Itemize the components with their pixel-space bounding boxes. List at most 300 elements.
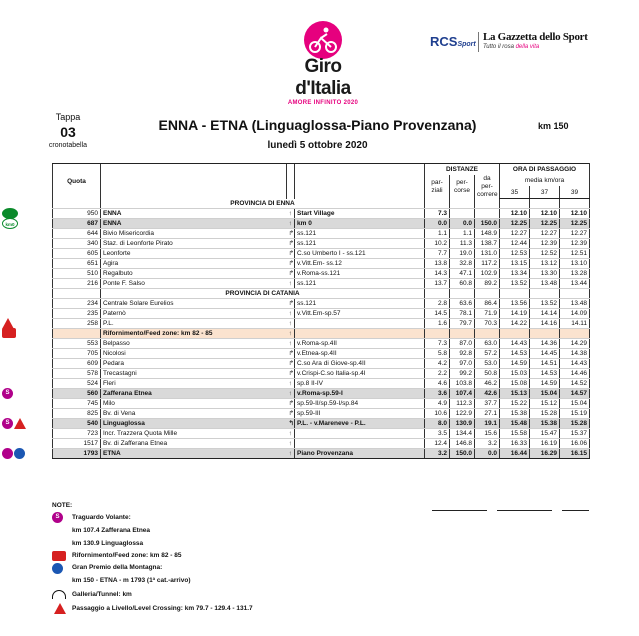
cell-street: v.Roma-ss.121 (295, 269, 425, 279)
cell-parziali: 14.3 (425, 269, 450, 279)
cell-time-35: 14.22 (500, 319, 530, 329)
cell-time-37: 12.27 (530, 229, 560, 239)
cell-time-39: 14.57 (560, 389, 590, 399)
cell-parziali: 13.7 (425, 279, 450, 289)
cell-time-37: 14.45 (530, 349, 560, 359)
giro-subtitle: AMORE INFINITO 2020 (287, 100, 359, 106)
cell-quota: 687 (53, 219, 101, 229)
cell-da-percorrere: 53.0 (475, 359, 500, 369)
cell-time-35: 13.15 (500, 259, 530, 269)
cell-parziali: 7.3 (425, 209, 450, 219)
cell-percorse: 97.0 (450, 359, 475, 369)
cell-time-35: 12.44 (500, 239, 530, 249)
cell-time-35: 14.19 (500, 309, 530, 319)
cell-time-35: 13.34 (500, 269, 530, 279)
cell-street: ss.121 (295, 239, 425, 249)
mountain-icon (14, 448, 25, 459)
cell-time-35: 14.53 (500, 349, 530, 359)
cell-location: ENNA (101, 219, 287, 229)
table-row (53, 249, 590, 259)
table-row (53, 239, 590, 249)
sprint-icon: S (52, 512, 63, 523)
signature-line (562, 510, 589, 511)
cell-time-39: 12.27 (560, 229, 590, 239)
cell-percorse: 0.0 (450, 219, 475, 229)
note-traguardo-label: Traguardo Volante: (72, 514, 131, 521)
cell-street: v.Vitt.Em- ss.12 (295, 259, 425, 269)
table-row (53, 349, 590, 359)
note-traguardo-2: km 130.9 Linguaglossa (72, 540, 144, 547)
direction-arrow-icon: ↑ (287, 319, 295, 329)
cell-quota: 553 (53, 339, 101, 349)
notes-title: NOTE: (52, 502, 73, 509)
cell-parziali: 8.0 (425, 419, 450, 429)
table-row (53, 229, 590, 239)
province-name: PROVINCIA DI ENNA (101, 199, 425, 209)
direction-arrow-icon: ↱ (288, 240, 294, 247)
cell-time-37: 12.10 (530, 209, 560, 219)
note-traguardo-1: km 107.4 Zafferana Etnea (72, 527, 151, 534)
cell-time-39: 14.38 (560, 349, 590, 359)
cell-time-35: 13.56 (500, 299, 530, 309)
cell-parziali: 4.2 (425, 359, 450, 369)
signature-line (432, 510, 487, 511)
cell-street: C.so Umberto I - ss.121 (295, 249, 425, 259)
cronotabella-table (52, 163, 590, 459)
direction-arrow-icon: ↱ (288, 300, 294, 307)
cell-quota: 234 (53, 299, 101, 309)
cell-time-39: 14.09 (560, 309, 590, 319)
col-ora: ORA DI PASSAGGIO (500, 164, 590, 175)
cell-time-35: 14.59 (500, 359, 530, 369)
cell-parziali: 1.6 (425, 319, 450, 329)
tunnel-icon (52, 590, 66, 599)
table-row (53, 449, 590, 459)
rcs-gazzetta-logo (430, 30, 588, 56)
cell-street: sp.8 II-IV (295, 379, 425, 389)
cell-time-37: 13.12 (530, 259, 560, 269)
cell-time-37: 13.30 (530, 269, 560, 279)
cell-da-percorrere: 3.2 (475, 439, 500, 449)
cell-percorse: 99.2 (450, 369, 475, 379)
cell-da-percorrere: 70.3 (475, 319, 500, 329)
cell-street (295, 319, 425, 329)
cell-street: C.so Ara di Giove-sp.4II (295, 359, 425, 369)
cell-da-percorrere: 15.6 (475, 429, 500, 439)
cell-street: sp.59-III (295, 409, 425, 419)
cell-street: P.L. - v.Mareneve - P.L. (295, 419, 425, 429)
cell-time-37: 16.29 (530, 449, 560, 459)
cell-time-39: 14.52 (560, 379, 590, 389)
cell-quota: 723 (53, 429, 101, 439)
cell-quota: 1793 (53, 449, 101, 459)
cell-location: Regalbuto (101, 269, 287, 279)
cell-parziali (425, 329, 450, 339)
table-row (53, 259, 590, 269)
cell-da-percorrere: 148.9 (475, 229, 500, 239)
cell-location: P.L. (101, 319, 287, 329)
cell-street (295, 439, 425, 449)
cell-location: Milo (101, 399, 287, 409)
cell-da-percorrere: 50.8 (475, 369, 500, 379)
direction-arrow-icon: ↱ (288, 370, 294, 377)
direction-arrow-icon: ↑ (287, 429, 295, 439)
cell-quota: 950 (53, 209, 101, 219)
cell-street: Start Village (295, 209, 425, 219)
cell-quota: 609 (53, 359, 101, 369)
cell-time-37: 13.48 (530, 279, 560, 289)
cell-parziali: 10.2 (425, 239, 450, 249)
cell-quota: 258 (53, 319, 101, 329)
direction-arrow-icon: ↑ (287, 439, 295, 449)
cell-parziali: 3.2 (425, 449, 450, 459)
province-section-row (53, 289, 590, 299)
cell-location: Paternò (101, 309, 287, 319)
province-name: PROVINCIA DI CATANIA (101, 289, 425, 299)
cell-quota: 524 (53, 379, 101, 389)
cell-percorse: 130.9 (450, 419, 475, 429)
cell-da-percorrere: 89.2 (475, 279, 500, 289)
cell-parziali: 0.0 (425, 219, 450, 229)
cell-percorse (450, 329, 475, 339)
table-row (53, 379, 590, 389)
cell-da-percorrere: 150.0 (475, 219, 500, 229)
cell-time-37: 15.12 (530, 399, 560, 409)
cell-quota: 1517 (53, 439, 101, 449)
col-da-percorrere: da per- correre (475, 175, 500, 199)
cell-time-39: 14.29 (560, 339, 590, 349)
cell-parziali: 10.6 (425, 409, 450, 419)
col-distanze: DISTANZE (425, 164, 500, 175)
gazzetta-tagline: Tutto il rosa della vita (483, 44, 540, 50)
direction-arrow-icon: ↑ (287, 449, 295, 459)
col-speed-39: 39 (560, 186, 590, 198)
tappa-label: Tappa (55, 112, 81, 122)
table-row (53, 419, 590, 429)
cell-street: ss.121 (295, 299, 425, 309)
cell-percorse: 78.1 (450, 309, 475, 319)
cell-da-percorrere: 63.0 (475, 339, 500, 349)
direction-arrow-icon: ↱ (288, 260, 294, 267)
cell-location: Agira (101, 259, 287, 269)
direction-arrow-icon: ↑ (287, 309, 295, 319)
cell-da-percorrere: 131.0 (475, 249, 500, 259)
table-row (53, 339, 590, 349)
direction-arrow-icon: ↱ (288, 250, 294, 257)
cell-location: ENNA (101, 209, 287, 219)
cell-time-35 (500, 329, 530, 339)
cell-street: ss.121 (295, 279, 425, 289)
cell-da-percorrere: 71.9 (475, 309, 500, 319)
cell-da-percorrere: 102.9 (475, 269, 500, 279)
rcs-word: RCSSport (430, 34, 476, 49)
cell-time-35: 12.25 (500, 219, 530, 229)
tappa-type: cronotabella (48, 142, 88, 149)
cell-percorse: 134.4 (450, 429, 475, 439)
note-tunnel: Galleria/Tunnel: km (72, 591, 132, 598)
cell-street: v.Vitt.Em-sp.57 (295, 309, 425, 319)
cell-quota: 825 (53, 409, 101, 419)
cell-time-35: 15.22 (500, 399, 530, 409)
cell-da-percorrere: 138.7 (475, 239, 500, 249)
cell-percorse: 63.6 (450, 299, 475, 309)
level-crossing-icon (14, 418, 26, 429)
province-section-row (53, 199, 590, 209)
cell-parziali: 2.2 (425, 369, 450, 379)
cell-time-39 (560, 329, 590, 339)
cell-time-37: 12.25 (530, 219, 560, 229)
table-row (53, 329, 590, 339)
cell-time-35: 15.13 (500, 389, 530, 399)
table-row (53, 359, 590, 369)
direction-arrow-icon: ↑ (287, 209, 295, 219)
cell-location: Pedara (101, 359, 287, 369)
direction-arrow-icon: ↱ (288, 270, 294, 277)
cell-time-37: 14.14 (530, 309, 560, 319)
cell-time-37: 14.59 (530, 379, 560, 389)
cell-street: v.Crispi-C.so Italia-sp.4I (295, 369, 425, 379)
direction-arrow-icon: ↑ (287, 279, 295, 289)
cell-quota: 216 (53, 279, 101, 289)
cell-time-37: 14.51 (530, 359, 560, 369)
giro-logo (278, 20, 368, 110)
table-row (53, 409, 590, 419)
cell-time-35: 12.53 (500, 249, 530, 259)
cell-street: v.Roma-sp.4II (295, 339, 425, 349)
direction-arrow-icon: ↱ (288, 360, 294, 367)
cell-percorse: 146.8 (450, 439, 475, 449)
table-row (53, 429, 590, 439)
cell-percorse: 47.1 (450, 269, 475, 279)
cell-quota: 560 (53, 389, 101, 399)
mountain-icon (52, 563, 63, 574)
col-quota: Quota (53, 164, 101, 199)
cell-time-35: 15.58 (500, 429, 530, 439)
finish-icon (2, 448, 13, 459)
cell-da-percorrere: 46.2 (475, 379, 500, 389)
cell-percorse: 87.0 (450, 339, 475, 349)
direction-arrow-icon: ↱ (288, 410, 294, 417)
table-row (53, 389, 590, 399)
cell-time-35: 16.44 (500, 449, 530, 459)
cell-da-percorrere (475, 329, 500, 339)
cell-parziali: 1.1 (425, 229, 450, 239)
cell-da-percorrere (475, 209, 500, 219)
cell-time-37: 16.19 (530, 439, 560, 449)
stage-distance: km 150 (538, 121, 569, 131)
table-row (53, 369, 590, 379)
cell-time-35: 15.08 (500, 379, 530, 389)
feed-zone-icon (2, 328, 16, 338)
cell-quota: 235 (53, 309, 101, 319)
cell-time-39: 12.25 (560, 219, 590, 229)
cell-location: Rifornimento/Feed zone: km 82 - 85 (101, 329, 287, 339)
cell-percorse: 103.8 (450, 379, 475, 389)
cell-parziali: 14.5 (425, 309, 450, 319)
cell-percorse: 11.3 (450, 239, 475, 249)
cell-parziali: 2.8 (425, 299, 450, 309)
table-row (53, 439, 590, 449)
cell-percorse: 60.8 (450, 279, 475, 289)
col-speed-35: 35 (500, 186, 530, 198)
cell-parziali: 7.7 (425, 249, 450, 259)
cell-percorse: 1.1 (450, 229, 475, 239)
cell-street: v.Etnea-sp.4II (295, 349, 425, 359)
cell-location: Trecastagni (101, 369, 287, 379)
cell-parziali: 13.8 (425, 259, 450, 269)
cell-time-39: 14.11 (560, 319, 590, 329)
cell-time-39: 16.06 (560, 439, 590, 449)
table-row (53, 399, 590, 409)
cell-time-37: 13.52 (530, 299, 560, 309)
direction-arrow-icon: ↑ (287, 339, 295, 349)
cell-parziali: 4.6 (425, 379, 450, 389)
note-gpm-label: Gran Premio della Montagna: (72, 564, 163, 571)
cell-time-39: 15.37 (560, 429, 590, 439)
cell-time-37: 15.38 (530, 419, 560, 429)
giro-title: Giro d'Italia (295, 56, 351, 99)
cell-street (295, 329, 425, 339)
table-row (53, 299, 590, 309)
sprint-icon: S (2, 388, 13, 399)
cyclist-icon (303, 20, 343, 60)
cell-quota: 605 (53, 249, 101, 259)
cell-parziali: 3.6 (425, 389, 450, 399)
feed-zone-icon (52, 551, 66, 561)
cell-location: Linguaglossa (101, 419, 287, 429)
cell-percorse: 107.4 (450, 389, 475, 399)
cell-da-percorrere: 27.1 (475, 409, 500, 419)
cell-quota: 705 (53, 349, 101, 359)
cell-quota: 644 (53, 229, 101, 239)
cell-time-39: 13.44 (560, 279, 590, 289)
logo-divider (478, 32, 479, 52)
direction-arrow-icon: ↱ (288, 400, 294, 407)
cell-location: Centrale Solare Eurelios (101, 299, 287, 309)
cell-time-39: 13.28 (560, 269, 590, 279)
cell-percorse: 92.8 (450, 349, 475, 359)
cell-time-35: 12.10 (500, 209, 530, 219)
sprint-icon: S (2, 418, 13, 429)
table-row (53, 319, 590, 329)
cell-da-percorrere: 117.2 (475, 259, 500, 269)
cell-time-37: 14.36 (530, 339, 560, 349)
cell-time-37: 15.04 (530, 389, 560, 399)
cell-percorse: 112.3 (450, 399, 475, 409)
cell-location: Leonforte (101, 249, 287, 259)
cell-time-35: 14.43 (500, 339, 530, 349)
direction-arrow-icon: ↱ (288, 230, 294, 237)
cell-percorse: 79.7 (450, 319, 475, 329)
cell-da-percorrere: 57.2 (475, 349, 500, 359)
cell-quota: 340 (53, 239, 101, 249)
col-percorse: per- corse (450, 175, 475, 199)
note-feed: Rifornimento/Feed zone: km 82 - 85 (72, 552, 182, 559)
cell-quota: 578 (53, 369, 101, 379)
cell-time-39: 14.43 (560, 359, 590, 369)
table-row (53, 279, 590, 289)
cell-quota: 510 (53, 269, 101, 279)
tappa-number: 03 (60, 124, 76, 140)
cell-time-37: 12.52 (530, 249, 560, 259)
cell-da-percorrere: 42.6 (475, 389, 500, 399)
table-row (53, 309, 590, 319)
cell-parziali: 3.5 (425, 429, 450, 439)
cell-da-percorrere: 86.4 (475, 299, 500, 309)
cell-location: Belpasso (101, 339, 287, 349)
cell-da-percorrere: 0.0 (475, 449, 500, 459)
cell-percorse (450, 209, 475, 219)
cell-parziali: 4.9 (425, 399, 450, 409)
cell-time-35: 12.27 (500, 229, 530, 239)
direction-arrow-icon: ↑ (287, 389, 295, 399)
cell-time-35: 15.03 (500, 369, 530, 379)
direction-arrow-icon: ↑ (287, 379, 295, 389)
col-speed-37: 37 (530, 186, 560, 198)
cell-location: Zafferana Etnea (101, 389, 287, 399)
cell-time-37 (530, 329, 560, 339)
cell-time-39: 12.10 (560, 209, 590, 219)
cell-time-39: 12.51 (560, 249, 590, 259)
cell-time-37: 14.16 (530, 319, 560, 329)
cell-location: Bv. di Zafferana Etnea (101, 439, 287, 449)
cell-street: ss.121 (295, 229, 425, 239)
cell-da-percorrere: 37.7 (475, 399, 500, 409)
cell-time-35: 13.52 (500, 279, 530, 289)
col-parziali: par- ziali (425, 175, 450, 199)
cell-time-39: 14.46 (560, 369, 590, 379)
cell-quota (53, 329, 101, 339)
table-row (53, 209, 590, 219)
note-level-crossing: Passaggio a Livello/Level Crossing: km 79.7 - 129.4 - 131.7 (72, 605, 253, 612)
cell-time-39: 13.48 (560, 299, 590, 309)
direction-arrow-icon: ↰ (288, 420, 294, 427)
note-gpm-1: km 150 - ETNA - m 1793 (1ª cat.-arrivo) (72, 577, 191, 584)
direction-arrow-icon: ↑ (287, 219, 295, 229)
cell-street: v.Roma-sp.59-I (295, 389, 425, 399)
cell-time-35: 15.38 (500, 409, 530, 419)
cell-quota: 651 (53, 259, 101, 269)
signature-line (497, 510, 552, 511)
cell-time-39: 12.39 (560, 239, 590, 249)
cell-street: sp.59-II/sp.59-I/sp.84 (295, 399, 425, 409)
direction-arrow-icon: ↑ (287, 329, 295, 339)
cell-time-37: 14.53 (530, 369, 560, 379)
cell-location: Fleri (101, 379, 287, 389)
cell-quota: 745 (53, 399, 101, 409)
cell-location: Bivio Misericordia (101, 229, 287, 239)
cell-street: km 0 (295, 219, 425, 229)
level-crossing-icon (54, 603, 66, 614)
cell-time-39: 15.04 (560, 399, 590, 409)
cell-street: Piano Provenzana (295, 449, 425, 459)
km-zero-icon: km0 (2, 218, 18, 229)
cell-time-37: 15.28 (530, 409, 560, 419)
cell-time-35: 15.48 (500, 419, 530, 429)
cell-location: Bv. di Vena (101, 409, 287, 419)
cell-parziali: 7.3 (425, 339, 450, 349)
cell-time-37: 15.47 (530, 429, 560, 439)
cell-percorse: 32.8 (450, 259, 475, 269)
col-media: media km/ora (500, 175, 590, 187)
table-row (53, 219, 590, 229)
cell-time-35: 16.33 (500, 439, 530, 449)
cell-percorse: 19.0 (450, 249, 475, 259)
cell-quota: 540 (53, 419, 101, 429)
cell-parziali: 12.4 (425, 439, 450, 449)
cell-parziali: 5.8 (425, 349, 450, 359)
cell-street (295, 429, 425, 439)
